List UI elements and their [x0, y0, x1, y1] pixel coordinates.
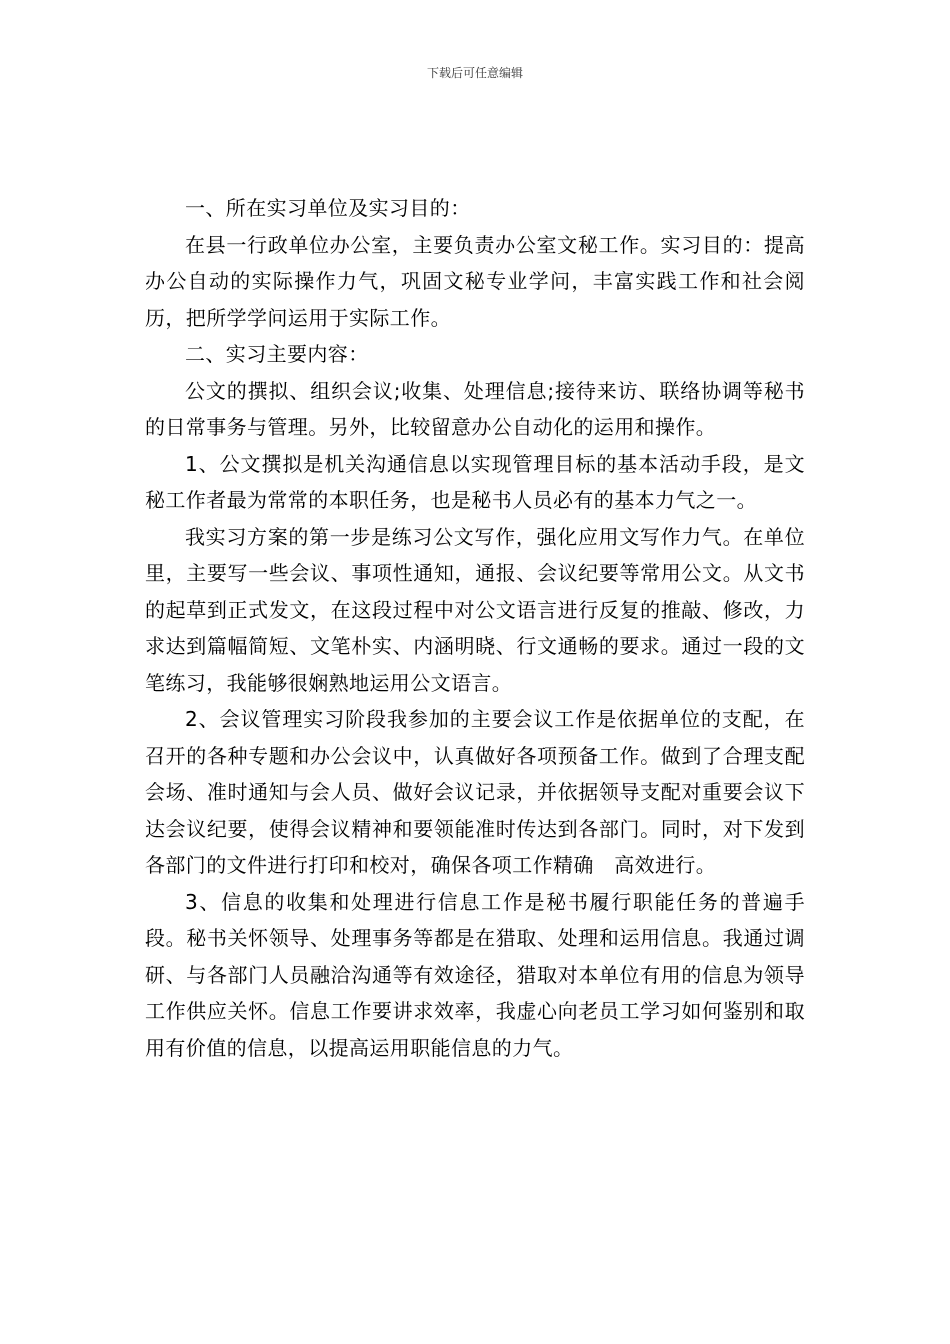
paragraph-information-work: 3、信息的收集和处理进行信息工作是秘书履行职能任务的普遍手段。秘书关怀领导、处理事务等都是在猎取、处理和运用信息。我通过调研、与各部门人员融洽沟通等有效途径，猎取对本单位有用的信息为领导工作供应关怀。信息工作要讲求效率，我虚心向老员工学习如何鉴别和取用有价值的信息，以提高运用职能信息的力气。	[145, 889, 805, 1060]
paragraph-meeting-management: 2、会议管理实习阶段我参加的主要会议工作是依据单位的支配，在召开的各种专题和办公会议中，认真做好各项预备工作。做到了合理支配会场、准时通知与会人员、做好会议记录，并依据领导支配对重要会议下达会议纪要，使得会议精神和要领能准时传达到各部门。同时，对下发到各部门的文件进行打印和校对，确保各项工作精确 高效进行。	[145, 707, 805, 877]
paragraph-unit-and-purpose: 在县一行政单位办公室，主要负责办公室文秘工作。实习目的：提高办公自动的实际操作力气，巩固文秘专业学问，丰富实践工作和社会阅历，把所学学问运用于实际工作。	[145, 232, 805, 330]
section-heading-2: 二、实习主要内容：	[185, 342, 369, 366]
paragraph-main-content: 公文的撰拟、组织会议;收集、处理信息;接待来访、联络协调等秘书的日常事务与管理。另外，比较留意办公自动化的运用和操作。	[145, 378, 805, 439]
page-header-note: 下载后可任意编辑	[426, 66, 523, 80]
section-heading-1: 一、所在实习单位及实习目的：	[185, 196, 471, 220]
paragraph-writing-practice: 我实习方案的第一步是练习公文写作，强化应用文写作力气。在单位里，主要写一些会议、事项性通知，通报、会议纪要等常用公文。从文书的起草到正式发文，在这段过程中对公文语言进行反复的推敲、修改，力求达到篇幅简短、文笔朴实、内涵明晓、行文通畅的要求。通过一段的文笔练习，我能够很娴熟地运用公文语言。	[145, 524, 805, 695]
paragraph-document-drafting: 1、公文撰拟是机关沟通信息以实现管理目标的基本活动手段，是文秘工作者最为常常的本职任务，也是秘书人员必有的基本力气之一。	[145, 451, 805, 512]
document-body	[145, 190, 805, 1066]
